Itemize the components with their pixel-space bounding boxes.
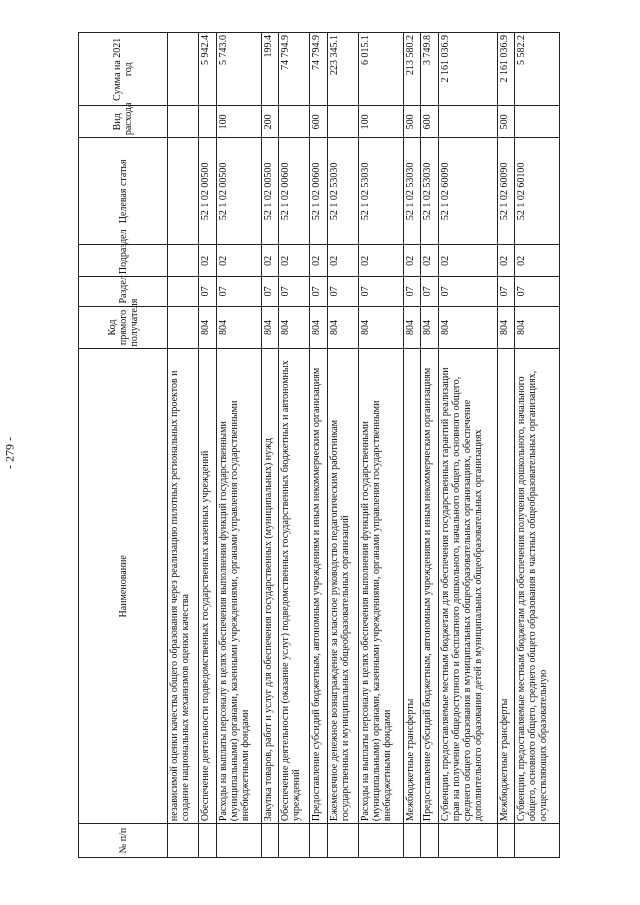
- cell-article: 52 1 02 00500: [216, 138, 261, 245]
- cell-section: 07: [497, 277, 514, 306]
- cell-expense-type: [279, 106, 310, 138]
- cell-subsection: 02: [261, 245, 278, 277]
- cell-section: 07: [438, 277, 497, 306]
- cell-sum: 74 794.9: [310, 33, 327, 107]
- cell-code: 804: [199, 306, 216, 349]
- header-sum: Сумма на 2021 год: [79, 33, 168, 107]
- cell-num: [199, 824, 216, 858]
- cell-code: 804: [358, 306, 403, 349]
- table-row: [514, 33, 559, 858]
- header-article: Целевая статья: [79, 138, 168, 245]
- cell-num: [438, 824, 497, 858]
- cell-article: 52 1 02 00500: [261, 138, 278, 245]
- table-row: [168, 33, 199, 858]
- cell-section: 07: [310, 277, 327, 306]
- cell-subsection: 02: [327, 245, 358, 277]
- cell-code: 804: [438, 306, 497, 349]
- cell-num: [514, 824, 559, 858]
- cell-code: 804: [310, 306, 327, 349]
- cell-num: [261, 824, 278, 858]
- cell-code: 804: [514, 306, 559, 349]
- cell-section: [168, 277, 199, 306]
- cell-expense-type: [438, 106, 497, 138]
- cell-name: Предоставление субсидий бюджетным, автономным учреждениям и иным некоммерческим организациям: [421, 349, 438, 824]
- cell-code: 804: [421, 306, 438, 349]
- cell-sum: 5 582.2: [514, 33, 559, 107]
- cell-code: 804: [497, 306, 514, 349]
- cell-expense-type: 600: [310, 106, 327, 138]
- cell-section: 07: [216, 277, 261, 306]
- cell-article: 52 1 02 60100: [514, 138, 559, 245]
- table-row: [438, 33, 497, 858]
- cell-name: Обеспечение деятельности (оказание услуг) подведомственных государственных бюджетных и автономных учреждений: [279, 349, 310, 824]
- cell-num: [403, 824, 420, 858]
- cell-section: 07: [421, 277, 438, 306]
- header-subsection: Подраздел: [79, 245, 168, 277]
- cell-subsection: 02: [358, 245, 403, 277]
- cell-article: 52 1 02 00500: [199, 138, 216, 245]
- header-section: Раздел: [79, 277, 168, 306]
- table-header-row: [79, 33, 168, 858]
- cell-subsection: 02: [310, 245, 327, 277]
- cell-name: Субвенции, предоставляемые местным бюджетам для обеспечения получения дошкольного, начального общего, основного общего, среднего общего образования в частных общеобразовательных организациях, осуществляющих образовательную: [514, 349, 559, 824]
- cell-expense-type: 100: [216, 106, 261, 138]
- cell-sum: 5 743.0: [216, 33, 261, 107]
- cell-name: Субвенции, предоставляемые местным бюджетам для обеспечения государственных гарантий реализации прав на получение общедоступного и бесплатного дошкольного, начального общего, основного общего, среднего общего образования в муниципальных общеобразовательных организациях, обеспечение дополнительного образования детей в муниципальных общеобразовательных организациях: [438, 349, 497, 824]
- cell-sum: [168, 33, 199, 107]
- table-row: [279, 33, 310, 858]
- cell-num: [216, 824, 261, 858]
- page-number: - 279 -: [2, 436, 17, 469]
- cell-subsection: 02: [421, 245, 438, 277]
- table-row: [310, 33, 327, 858]
- page-number-strip: [0, 0, 20, 905]
- cell-sum: 213 580.2: [403, 33, 420, 107]
- cell-subsection: [168, 245, 199, 277]
- cell-section: 07: [327, 277, 358, 306]
- cell-sum: 3 749.8: [421, 33, 438, 107]
- cell-code: [168, 306, 199, 349]
- header-name: Наименование: [79, 349, 168, 824]
- cell-name: Расходы на выплаты персоналу в целях обеспечения выполнения функций государственными (муниципальными) органами, казенными учреждениями, органами управления государственными внебюджетными фондами: [358, 349, 403, 824]
- cell-name: Предоставление субсидий бюджетным, автономным учреждениям и иным некоммерческим организациям: [310, 349, 327, 824]
- budget-table-container: [78, 32, 560, 858]
- cell-name: Расходы на выплаты персоналу в целях обеспечения выполнения функций государственными (муниципальными) органами, казенными учреждениями, органами управления государственными внебюджетными фондами: [216, 349, 261, 824]
- table-row: [421, 33, 438, 858]
- cell-subsection: 02: [514, 245, 559, 277]
- cell-code: 804: [261, 306, 278, 349]
- header-num: № п/п: [79, 824, 168, 858]
- cell-sum: 6 015.1: [358, 33, 403, 107]
- table-row: [403, 33, 420, 858]
- cell-subsection: 02: [497, 245, 514, 277]
- cell-section: 07: [279, 277, 310, 306]
- cell-sum: 2 161 036.9: [438, 33, 497, 107]
- cell-section: 07: [199, 277, 216, 306]
- cell-name: Ежемесячное денежное вознаграждение за классное руководство педагогическим работникам государственных и муниципальных общеобразовательных организаций: [327, 349, 358, 824]
- cell-expense-type: [199, 106, 216, 138]
- header-expense-type: Вид расхода: [79, 106, 168, 138]
- cell-name: Межбюджетные трансферты: [497, 349, 514, 824]
- cell-article: [168, 138, 199, 245]
- cell-sum: 5 942.4: [199, 33, 216, 107]
- cell-expense-type: 100: [358, 106, 403, 138]
- cell-code: 804: [279, 306, 310, 349]
- cell-num: [421, 824, 438, 858]
- cell-code: 804: [403, 306, 420, 349]
- cell-article: 52 1 02 00600: [310, 138, 327, 245]
- cell-num: [327, 824, 358, 858]
- cell-article: 52 1 02 60090: [438, 138, 497, 245]
- cell-sum: 223 345.1: [327, 33, 358, 107]
- cell-article: 52 1 02 53030: [358, 138, 403, 245]
- table-row: [199, 33, 216, 858]
- cell-name: Закупка товаров, работ и услуг для обеспечения государственных (муниципальных) нужд: [261, 349, 278, 824]
- cell-expense-type: 600: [421, 106, 438, 138]
- cell-num: [497, 824, 514, 858]
- table-row: [216, 33, 261, 858]
- cell-name: Обеспечение деятельности подведомственных государственных казенных учреждений: [199, 349, 216, 824]
- cell-expense-type: 500: [403, 106, 420, 138]
- cell-article: 52 1 02 53030: [403, 138, 420, 245]
- cell-name: независимой оценки качества общего образования через реализацию пилотных региональных проектов и создание национальных механизмов оценки качества: [168, 349, 199, 824]
- cell-num: [279, 824, 310, 858]
- cell-sum: 199.4: [261, 33, 278, 107]
- table-row: [327, 33, 358, 858]
- cell-expense-type: 200: [261, 106, 278, 138]
- table-row: [358, 33, 403, 858]
- cell-expense-type: 500: [497, 106, 514, 138]
- cell-code: 804: [327, 306, 358, 349]
- cell-name: Межбюджетные трансферты: [403, 349, 420, 824]
- cell-subsection: 02: [438, 245, 497, 277]
- cell-section: 07: [403, 277, 420, 306]
- cell-subsection: 02: [199, 245, 216, 277]
- cell-num: [168, 824, 199, 858]
- cell-article: 52 1 02 00600: [279, 138, 310, 245]
- cell-section: 07: [358, 277, 403, 306]
- cell-subsection: 02: [403, 245, 420, 277]
- header-code: Код прямого получателя: [79, 306, 168, 349]
- cell-sum: 74 794.9: [279, 33, 310, 107]
- table-row: [497, 33, 514, 858]
- cell-code: 804: [216, 306, 261, 349]
- cell-expense-type: [168, 106, 199, 138]
- table-body: [168, 33, 560, 858]
- cell-num: [358, 824, 403, 858]
- cell-sum: 2 161 036.9: [497, 33, 514, 107]
- cell-section: 07: [261, 277, 278, 306]
- cell-subsection: 02: [279, 245, 310, 277]
- cell-article: 52 1 02 60090: [497, 138, 514, 245]
- cell-article: 52 1 02 53030: [421, 138, 438, 245]
- table-row: [261, 33, 278, 858]
- cell-expense-type: [327, 106, 358, 138]
- cell-section: 07: [514, 277, 559, 306]
- cell-article: 52 1 02 53030: [327, 138, 358, 245]
- cell-subsection: 02: [216, 245, 261, 277]
- cell-num: [310, 824, 327, 858]
- cell-expense-type: [514, 106, 559, 138]
- budget-table: [78, 32, 560, 858]
